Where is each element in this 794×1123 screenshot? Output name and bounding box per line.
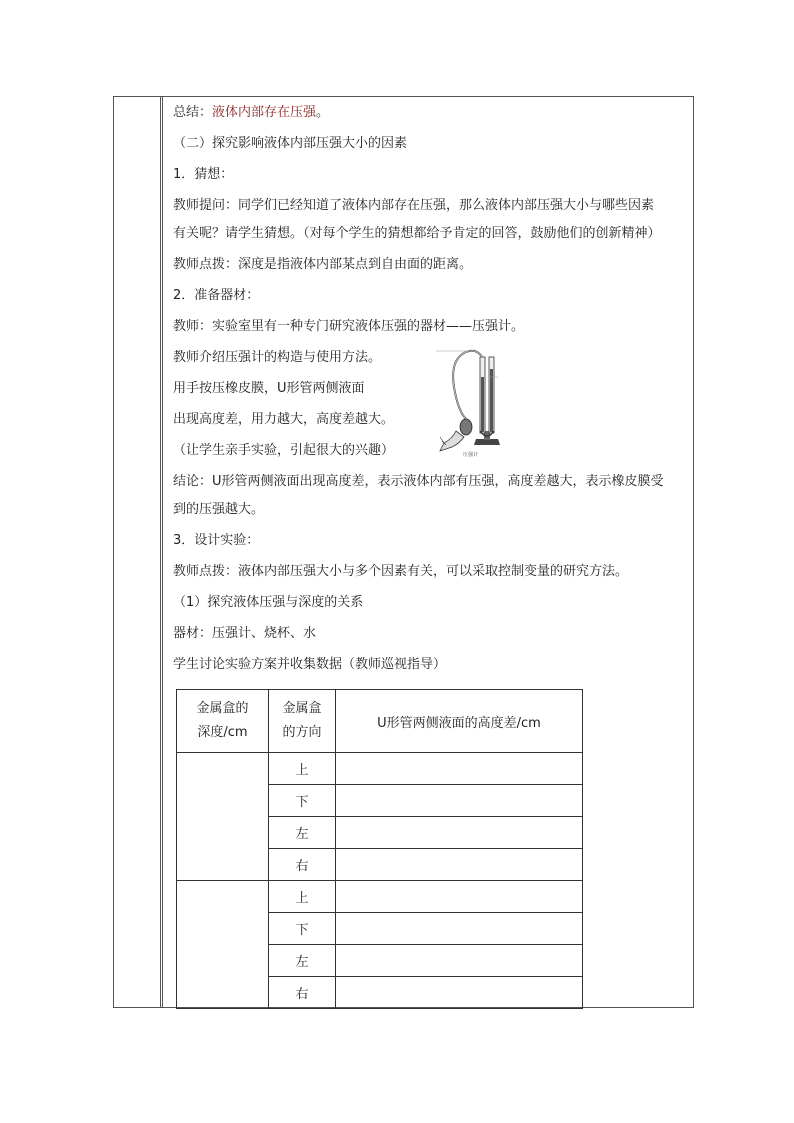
value-cell[interactable]	[336, 977, 583, 1009]
teacher-hint: 教师点拨：深度是指液体内部某点到自由面的距离。	[173, 257, 473, 272]
direction-cell: 上	[269, 881, 336, 913]
value-cell[interactable]	[336, 881, 583, 913]
value-cell[interactable]	[336, 785, 583, 817]
direction-cell: 下	[269, 785, 336, 817]
summary-prefix: 总结：	[173, 105, 213, 120]
conclusion-1: 结论：U形管两侧液面出现高度差，表示液体内部有压强，高度差越大，表示橡皮膜受	[173, 474, 664, 489]
table-header-row	[177, 690, 583, 753]
figure-caption: 压强计	[463, 452, 479, 458]
summary-line	[173, 99, 688, 130]
design-hint: 教师点拨：液体内部压强大小与多个因素有关，可以采取控制变量的研究方法。	[173, 564, 629, 579]
value-cell[interactable]	[336, 849, 583, 881]
direction-cell: 左	[269, 945, 336, 977]
conclusion-2: 到的压强越大。	[173, 502, 265, 517]
teacher-equipment: 教师：实验室里有一种专门研究液体压强的器材——压强计。	[173, 319, 525, 334]
design-title: 3．设计实验：	[173, 533, 260, 548]
direction-cell: 左	[269, 817, 336, 849]
let-students-line: （让学生亲手实验，引起很大的兴趣）	[173, 443, 395, 458]
header-dir-line2: 的方向	[282, 725, 322, 740]
section-heading: （二）探究影响液体内部压强大小的因素	[173, 136, 408, 151]
summary-highlight: 液体内部存在压强	[212, 105, 317, 120]
value-cell[interactable]	[336, 753, 583, 785]
lesson-content	[173, 99, 688, 682]
direction-cell: 下	[269, 913, 336, 945]
guess-title: 1．猜想：	[173, 167, 234, 182]
table-row	[177, 753, 583, 785]
pressure-gauge-illustration	[436, 347, 500, 457]
depth-cell-2[interactable]	[177, 881, 269, 1009]
depth-cell-1[interactable]	[177, 753, 269, 881]
direction-cell: 上	[269, 753, 336, 785]
left-column-divider	[160, 96, 163, 1008]
teacher-question-2: 有关呢？请学生猜想。（对每个学生的猜想都给予肯定的回答，鼓励他们的创新精神）	[173, 226, 661, 241]
materials-line: 器材：压强计、烧杯、水	[173, 626, 317, 641]
press-line-2: 出现高度差，用力越大，高度差越大。	[173, 412, 395, 427]
header-dir-line1: 金属盒	[282, 701, 322, 716]
press-line-1: 用手按压橡皮膜，U形管两侧液面	[173, 381, 365, 396]
header-depth	[177, 690, 269, 753]
header-depth-line1: 金属盒的	[196, 701, 249, 716]
value-cell[interactable]	[336, 817, 583, 849]
value-cell[interactable]	[336, 913, 583, 945]
header-direction	[269, 690, 336, 753]
direction-cell: 右	[269, 977, 336, 1009]
data-table	[176, 689, 583, 1009]
teacher-question-1: 教师提问：同学们已经知道了液体内部存在压强，那么液体内部压强大小与哪些因素	[173, 198, 655, 213]
summary-suffix: 。	[316, 105, 330, 120]
subsection-1: （1）探究液体压强与深度的关系	[173, 595, 364, 610]
value-cell[interactable]	[336, 945, 583, 977]
intro-line: 教师介绍压强计的构造与使用方法。	[173, 350, 382, 365]
discuss-line: 学生讨论实验方案并收集数据（教师巡视指导）	[173, 657, 447, 672]
table-row	[177, 881, 583, 913]
direction-cell: 右	[269, 849, 336, 881]
header-height-diff: U形管两侧液面的高度差/cm	[336, 690, 583, 753]
header-depth-line2: 深度/cm	[197, 725, 248, 740]
equipment-title: 2．准备器材：	[173, 288, 260, 303]
